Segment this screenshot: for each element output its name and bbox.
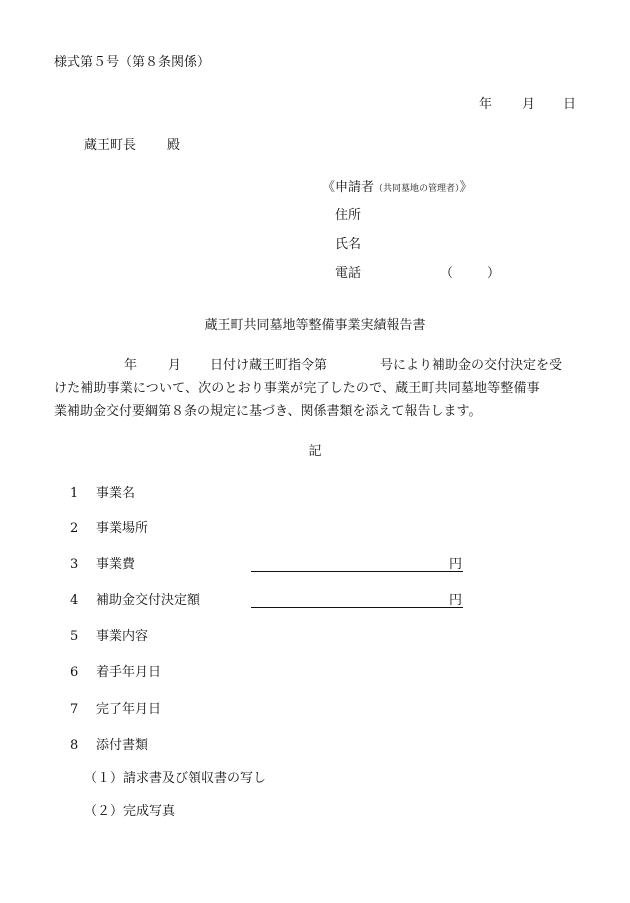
phone-label: 電話 [335, 266, 362, 281]
item-1-number: 1 [70, 486, 79, 501]
item-4-number: 4 [70, 593, 79, 608]
applicant-heading-close: 》 [459, 180, 473, 195]
phone-paren-close: ） [487, 266, 501, 281]
addressee-honorific: 殿 [167, 138, 181, 153]
item-7-number: 7 [70, 702, 79, 717]
item-7-label: 完了年月日 [96, 702, 162, 717]
subsidy-amount-blank [251, 593, 463, 608]
body-text-b: 号により補助金の交付決定を受 [380, 358, 563, 373]
item-3-label: 事業費 [96, 557, 136, 572]
item-2-label: 事業場所 [96, 521, 149, 536]
item-8-number: 8 [70, 738, 79, 753]
item-3-unit: 円 [449, 557, 463, 572]
body-text-a: 日付け蔵王町指令第 [210, 358, 328, 373]
body-line-2: けた補助事業について、次のとおり事業が完了したので、蔵王町共同墓地等整備事 [54, 381, 540, 396]
item-6-label: 着手年月日 [96, 665, 162, 680]
body-year-label: 年 [124, 358, 138, 373]
applicant-heading [322, 180, 473, 196]
ki-label: 記 [308, 444, 322, 459]
form-number: 様式第５号（第８条関係） [54, 55, 211, 70]
item-4-label: 補助金交付決定額 [96, 593, 201, 608]
address-label: 住所 [335, 208, 362, 223]
date-day-label: 日 [563, 97, 577, 112]
item-5-number: 5 [70, 629, 79, 644]
phone-paren-open: （ [440, 266, 454, 281]
name-label: 氏名 [335, 237, 362, 252]
item-6-number: 6 [70, 665, 79, 680]
project-cost-blank [251, 557, 463, 572]
applicant-heading-note: （共同墓地の管理者） [374, 184, 460, 194]
attachment-1: （１）請求書及び領収書の写し [84, 771, 267, 786]
body-month-label: 月 [168, 358, 182, 373]
applicant-heading-open: 《申請者 [322, 180, 375, 195]
item-5-label: 事業内容 [96, 629, 149, 644]
document-title: 蔵王町共同墓地等整備事業実績報告書 [204, 318, 426, 333]
date-year-label: 年 [479, 97, 493, 112]
date-month-label: 月 [522, 97, 536, 112]
item-8-label: 添付書類 [96, 738, 149, 753]
addressee-name: 蔵王町長 [84, 138, 137, 153]
item-3-number: 3 [70, 557, 79, 572]
attachment-2: （２）完成写真 [84, 804, 176, 819]
body-line-3: 業補助金交付要綱第８条の規定に基づき、関係書類を添えて報告します。 [54, 404, 482, 419]
item-1-label: 事業名 [96, 486, 136, 501]
item-2-number: 2 [70, 521, 79, 536]
item-4-unit: 円 [449, 593, 463, 608]
